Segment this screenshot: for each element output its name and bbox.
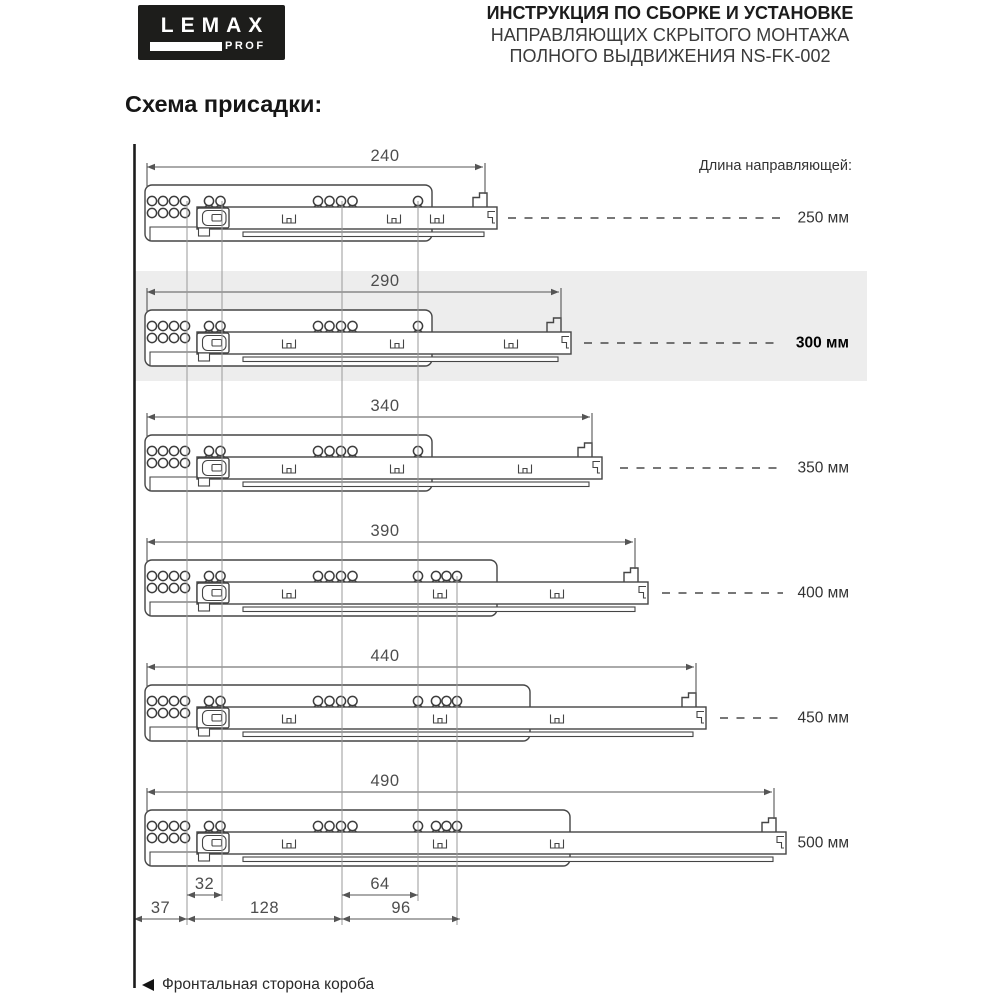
front-side-caption <box>142 976 374 994</box>
dim-label-390: 390 <box>370 522 400 540</box>
brand-name: LEMAX <box>160 14 270 37</box>
bottom-dim-label-32: 32 <box>194 875 215 893</box>
title-line-2: НАПРАВЛЯЮЩИХ СКРЫТОГО МОНТАЖА <box>490 24 850 45</box>
slide-row-490 <box>145 772 849 866</box>
title-line-3: ПОЛНОГО ВЫДВИЖЕНИЯ NS-FK-002 <box>509 46 831 66</box>
length-label-390: 400 мм <box>797 584 849 602</box>
length-label-440: 450 мм <box>797 709 849 727</box>
left-arrow-icon <box>142 979 154 991</box>
dim-label-340: 340 <box>370 397 400 415</box>
dim-label-290: 290 <box>370 272 400 290</box>
rail-length-legend-title: Длина направляющей: <box>698 158 852 174</box>
bottom-dimensions <box>134 875 460 922</box>
slide-row-340 <box>145 397 849 491</box>
section-title: Схема присадки: <box>125 91 323 117</box>
bottom-dim-label-64: 64 <box>370 875 390 893</box>
slide-row-240 <box>145 147 849 241</box>
length-label-490: 500 мм <box>797 834 849 852</box>
length-label-240: 250 мм <box>797 209 849 227</box>
slide-row-440 <box>145 647 849 741</box>
dim-label-440: 440 <box>370 647 400 665</box>
length-label-290: 300 мм <box>795 334 849 352</box>
bottom-dim-label-96: 96 <box>391 899 411 917</box>
slide-row-290 <box>145 272 849 366</box>
slide-row-390 <box>145 522 849 616</box>
brand-sub-name: PROF <box>225 40 266 52</box>
length-label-340: 350 мм <box>797 459 849 477</box>
bottom-dim-label-37: 37 <box>150 899 171 917</box>
dim-label-240: 240 <box>370 147 400 165</box>
bottom-dim-label-128: 128 <box>249 899 280 917</box>
dim-label-490: 490 <box>370 772 400 790</box>
front-side-caption-text: Фронтальная сторона короба <box>162 976 375 993</box>
title-line-1: ИНСТРУКЦИЯ ПО СБОРКЕ И УСТАНОВКЕ <box>486 3 854 23</box>
